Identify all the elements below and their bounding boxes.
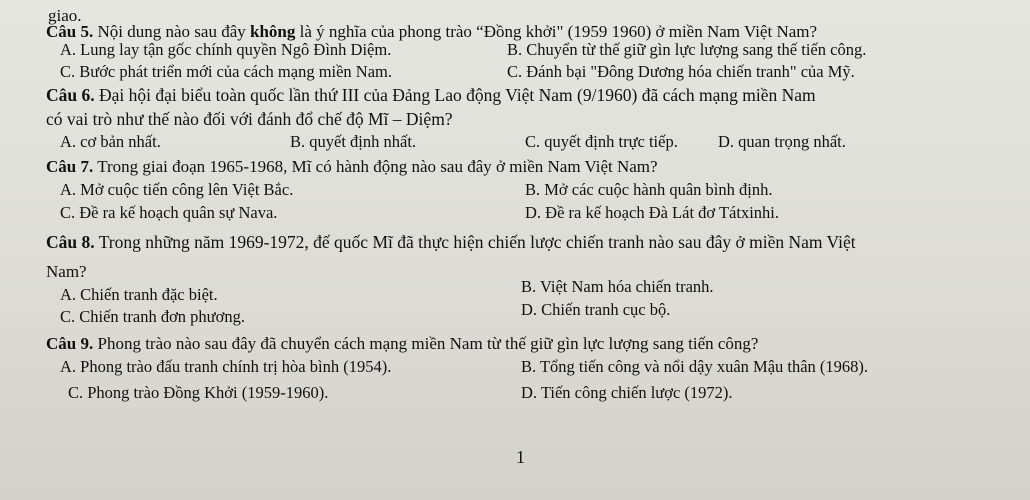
- continued-text: giao.: [48, 6, 82, 25]
- question-9-option-b: B. Tổng tiến công và nổi dậy xuân Mậu thân (1968).: [521, 357, 869, 376]
- question-6-option-b: B. quyết định nhất.: [290, 132, 417, 151]
- question-7-option-c: C. Đề ra kế hoạch quân sự Nava.: [60, 203, 278, 222]
- question-8-option-c: C. Chiến tranh đơn phương.: [60, 307, 245, 326]
- question-5-text-a: Nội dung nào sau đây: [97, 22, 250, 41]
- question-7-number: Câu 7.: [46, 157, 94, 176]
- question-7-option-a: A. Mở cuộc tiến công lên Việt Bắc.: [60, 180, 294, 199]
- question-6-option-c: C. quyết định trực tiếp.: [525, 132, 678, 151]
- question-9: [46, 334, 758, 354]
- question-6-option-a: A. cơ bản nhất.: [60, 132, 161, 151]
- question-5-option-b: B. Chuyển từ thế giữ gìn lực lượng sang thế tiến công.: [507, 40, 867, 59]
- question-8-text-1: Trong những năm 1969-1972, đế quốc Mĩ đã thực hiện chiến lược chiến tranh nào sau đây ở miền Nam Việt: [98, 232, 856, 252]
- question-8-number: Câu 8.: [46, 232, 95, 252]
- question-8-option-d: D. Chiến tranh cục bộ.: [521, 300, 671, 319]
- question-5: [46, 22, 817, 42]
- question-6-continued: có vai trò như thế nào đối với đánh đổ chế độ Mĩ – Diệm?: [46, 109, 453, 129]
- question-6: [46, 85, 816, 105]
- question-6-text-1: Đại hội đại biểu toàn quốc lần thứ III của Đảng Lao động Việt Nam (9/1960) đã cách mạng miền Nam: [99, 85, 816, 105]
- question-8-option-b: B. Việt Nam hóa chiến tranh.: [521, 277, 714, 296]
- question-9-option-d: D. Tiến công chiến lược (1972).: [521, 383, 733, 402]
- question-6-number: Câu 6.: [46, 85, 95, 105]
- question-5-option-a: A. Lung lay tận gốc chính quyền Ngô Đình Diệm.: [60, 40, 392, 59]
- page-number: 1: [516, 447, 525, 467]
- question-7-text: Trong giai đoạn 1965-1968, Mĩ có hành động nào sau đây ở miền Nam Việt Nam?: [97, 157, 658, 176]
- question-5-text-b: là ý nghĩa của phong trào “Đồng khởi" (1959 1960) ở miền Nam Việt Nam?: [295, 22, 818, 41]
- question-5-number: Câu 5.: [46, 22, 94, 41]
- question-8-continued: Nam?: [46, 262, 87, 281]
- question-7-option-b: B. Mở các cuộc hành quân bình định.: [525, 180, 773, 199]
- question-8: [46, 232, 856, 252]
- question-5-option-c: C. Bước phát triển mới của cách mạng miền Nam.: [60, 62, 393, 81]
- question-5-option-d: C. Đánh bại "Đông Dương hóa chiến tranh" của Mỹ.: [507, 62, 855, 81]
- question-9-option-a: A. Phong trào đấu tranh chính trị hòa bình (1954).: [60, 357, 392, 376]
- question-7: [46, 157, 658, 177]
- question-9-option-c: C. Phong trào Đồng Khởi (1959-1960).: [68, 383, 329, 402]
- question-6-option-d: D. quan trọng nhất.: [718, 132, 846, 151]
- question-5-emphasis: không: [250, 22, 296, 41]
- question-7-option-d: D. Đề ra kế hoạch Đà Lát đơ Tátxinhi.: [525, 203, 780, 222]
- question-8-option-a: A. Chiến tranh đặc biệt.: [60, 285, 218, 304]
- question-9-number: Câu 9.: [46, 334, 94, 353]
- question-9-text: Phong trào nào sau đây đã chuyển cách mạng miền Nam từ thế giữ gìn lực lượng sang tiến công?: [97, 334, 759, 353]
